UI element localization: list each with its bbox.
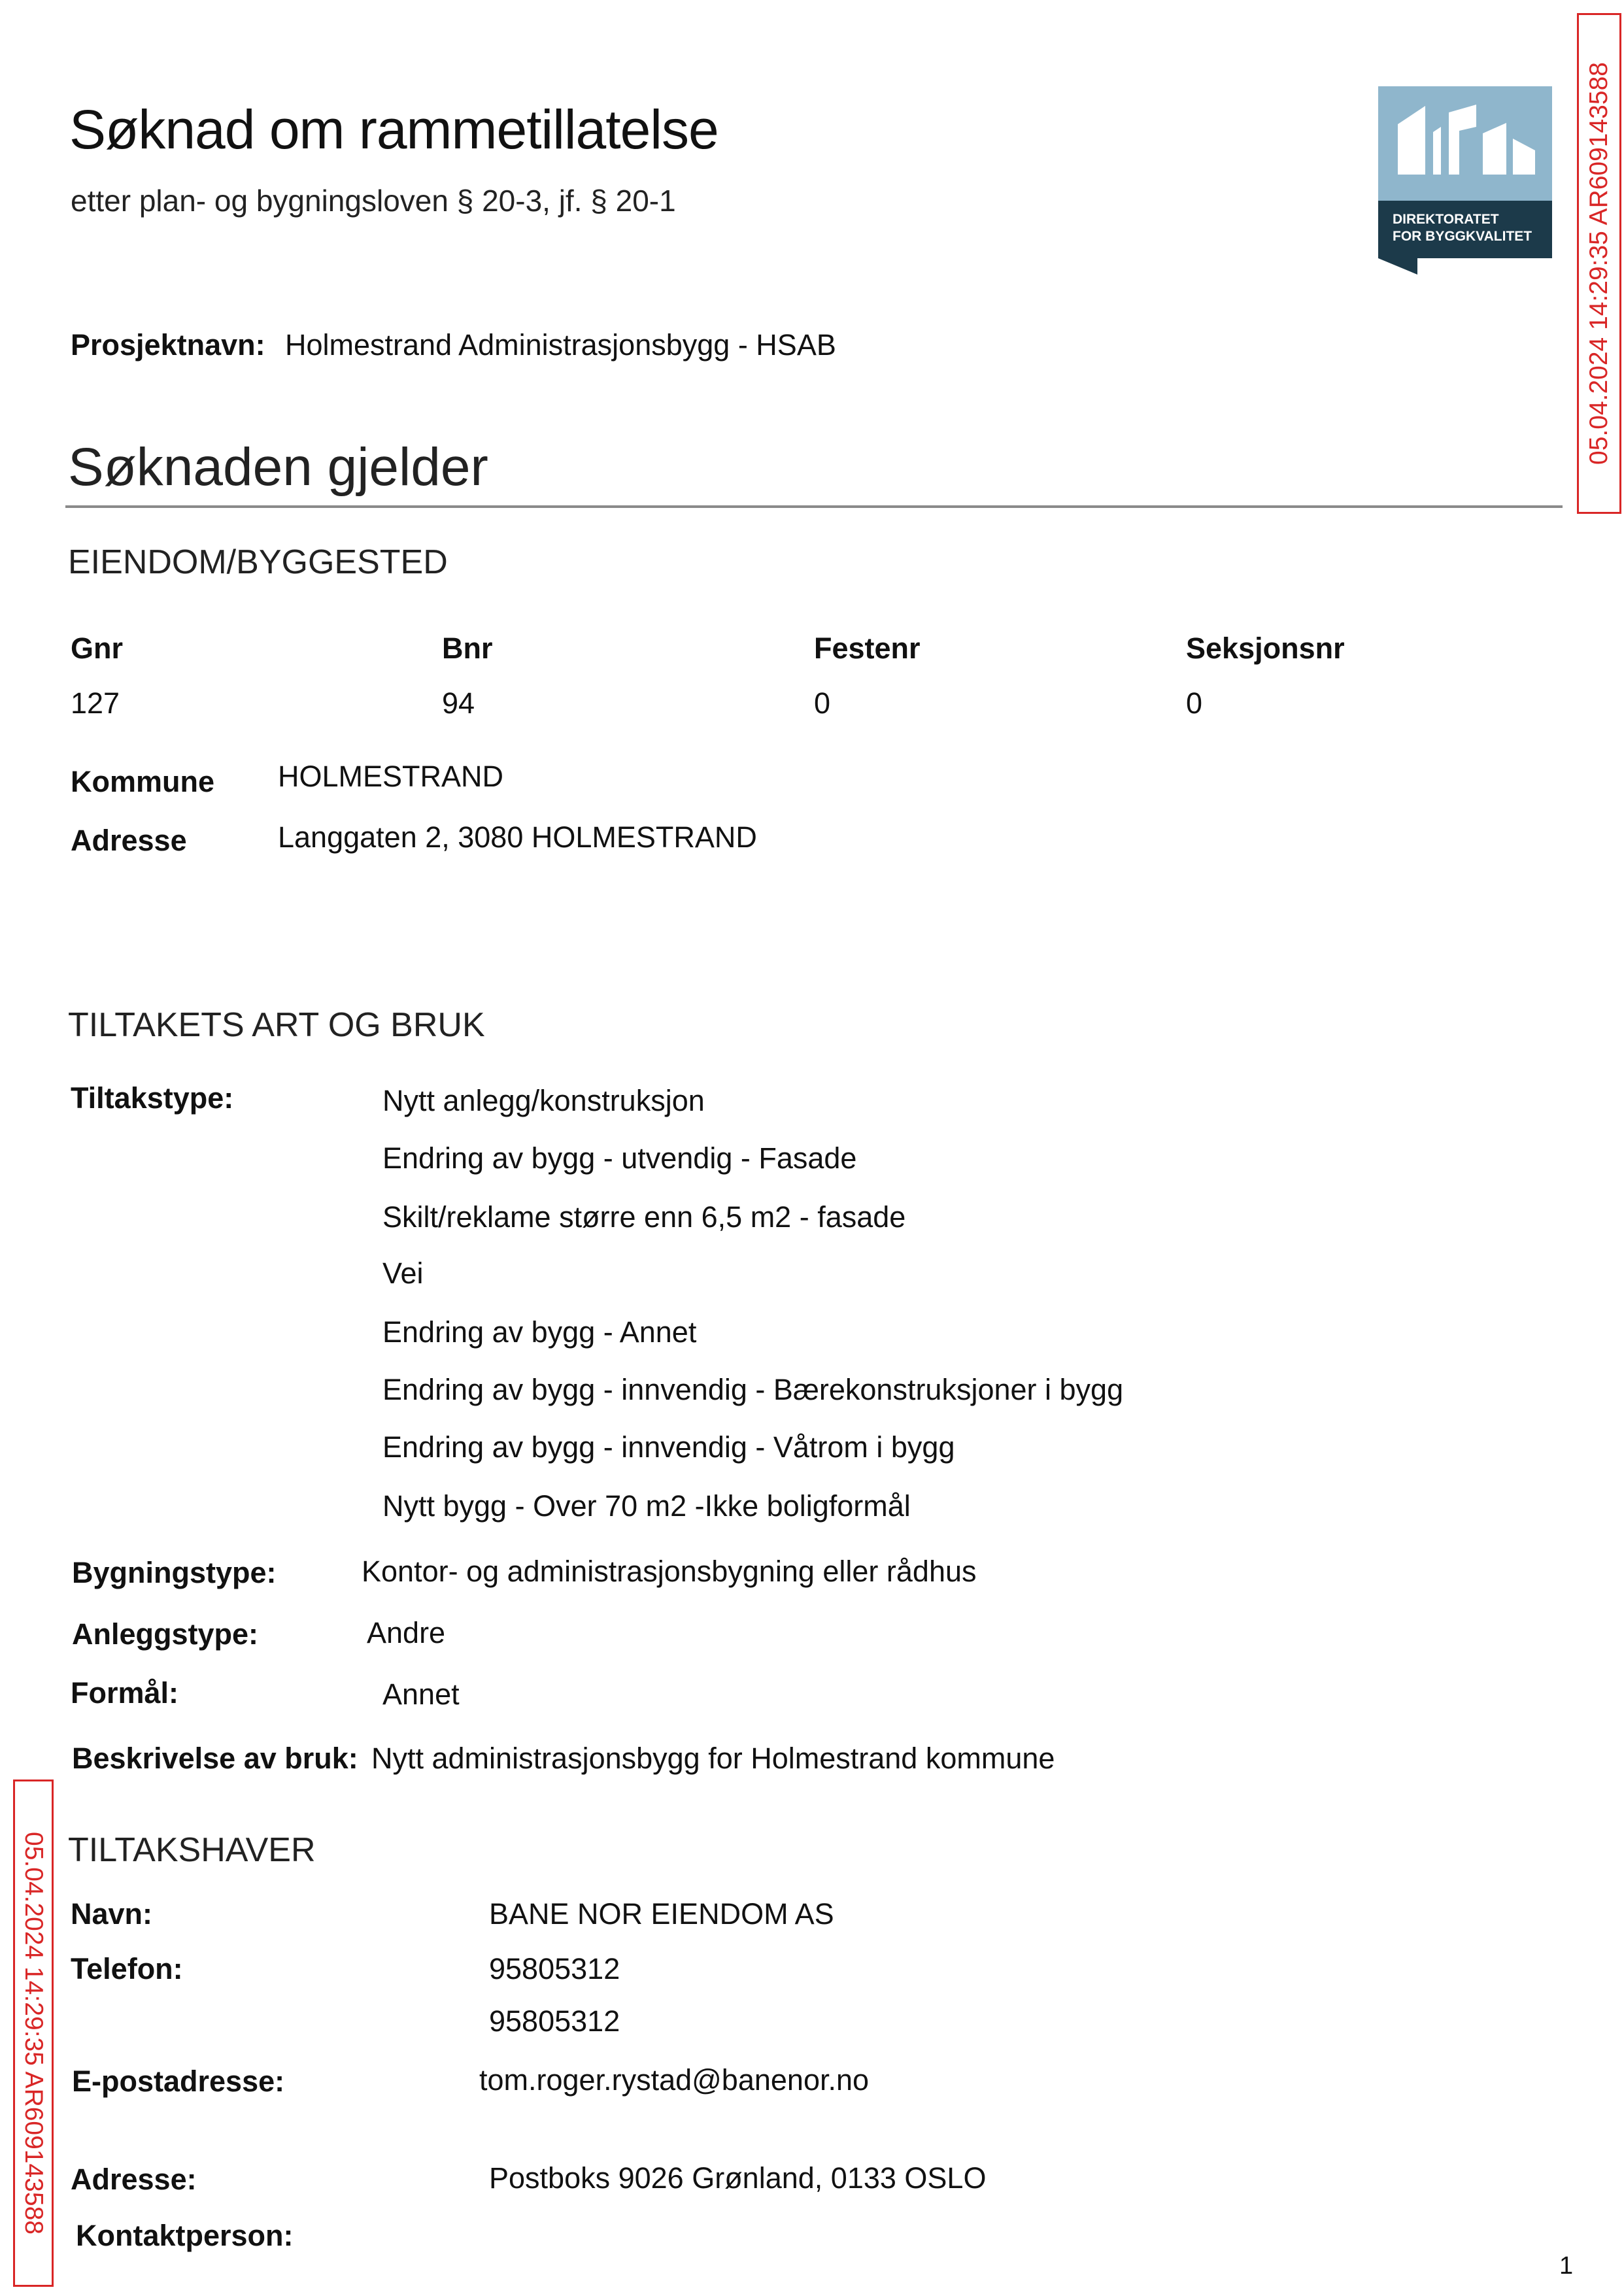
telefon-value-2: 95805312 — [489, 2004, 620, 2038]
stamp-right-text: 05.04.2024 14:29:35 AR609143588 — [1585, 62, 1613, 465]
document-subtitle: etter plan- og bygningsloven § 20-3, jf. § 20-1 — [71, 184, 676, 218]
adresse-value: Langgaten 2, 3080 HOLMESTRAND — [278, 820, 757, 854]
dibk-logo — [1378, 86, 1552, 275]
tiltakstype-item: Endring av bygg - Annet — [382, 1315, 697, 1349]
section-divider — [65, 505, 1563, 508]
navn-label: Navn: — [71, 1897, 153, 1931]
stamp-right — [1577, 13, 1621, 514]
tiltakstype-item: Endring av bygg - innvendig - Bærekonstruksjoner i bygg — [382, 1373, 1124, 1406]
tiltakstype-item: Nytt anlegg/konstruksjon — [382, 1084, 705, 1117]
kommune-value: HOLMESTRAND — [278, 760, 504, 793]
tiltakstype-item: Nytt bygg - Over 70 m2 -Ikke boligformål — [382, 1489, 911, 1523]
formal-label: Formål: — [71, 1676, 179, 1710]
page-number: 1 — [1559, 2252, 1574, 2280]
navn-value: BANE NOR EIENDOM AS — [489, 1897, 834, 1931]
beskrivelse-label: Beskrivelse av bruk: — [72, 1742, 358, 1775]
telefon-value: 95805312 — [489, 1952, 620, 1985]
stamp-left — [13, 1780, 54, 2287]
tiltakshaver-adresse-label: Adresse: — [71, 2163, 197, 2196]
tiltak-heading: TILTAKETS ART OG BRUK — [68, 1006, 485, 1044]
bygningstype-value: Kontor- og administrasjonsbygning eller rådhus — [362, 1555, 977, 1588]
anleggstype-value: Andre — [367, 1616, 446, 1649]
festenr-label: Festenr — [814, 632, 921, 665]
dibk-logo-icon — [1378, 86, 1552, 275]
tiltakstype-item: Skilt/reklame større enn 6,5 m2 - fasade — [382, 1200, 906, 1234]
tiltakstype-item: Endring av bygg - utvendig - Fasade — [382, 1141, 857, 1175]
adresse-label: Adresse — [71, 824, 187, 857]
tiltakstype-item: Vei — [382, 1257, 424, 1290]
document-title: Søknad om rammetillatelse — [69, 99, 719, 160]
project-label: Prosjektnavn: — [71, 328, 265, 362]
tiltakstype-item: Endring av bygg - innvendig - Våtrom i bygg — [382, 1430, 955, 1464]
anleggstype-label: Anleggstype: — [72, 1617, 259, 1651]
seksjonsnr-label: Seksjonsnr — [1186, 632, 1345, 665]
project-value: Holmestrand Administrasjonsbygg - HSAB — [285, 328, 836, 362]
beskrivelse-value: Nytt administrasjonsbygg for Holmestrand kommune — [371, 1742, 1055, 1775]
kontaktperson-label: Kontaktperson: — [76, 2219, 294, 2252]
seksjonsnr-value: 0 — [1186, 686, 1203, 720]
section-title: Søknaden gjelder — [68, 437, 488, 497]
epost-label: E-postadresse: — [72, 2065, 285, 2098]
tiltakshaver-adresse-value: Postboks 9026 Grønland, 0133 OSLO — [489, 2161, 987, 2195]
bnr-label: Bnr — [442, 632, 493, 665]
kommune-label: Kommune — [71, 765, 215, 798]
tiltakshaver-heading: TILTAKSHAVER — [68, 1831, 316, 1869]
eiendom-heading: EIENDOM/BYGGESTED — [68, 543, 448, 581]
bnr-value: 94 — [442, 686, 475, 720]
bygningstype-label: Bygningstype: — [72, 1556, 277, 1589]
tiltakstype-label: Tiltakstype: — [71, 1081, 234, 1115]
epost-value: tom.roger.rystad@banenor.no — [479, 2063, 870, 2097]
formal-value: Annet — [382, 1678, 460, 1711]
gnr-value: 127 — [71, 686, 120, 720]
logo-text-line1: DIREKTORATET — [1393, 212, 1499, 227]
logo-text-line2: FOR BYGGKVALITET — [1393, 229, 1532, 244]
telefon-label: Telefon: — [71, 1952, 183, 1985]
gnr-label: Gnr — [71, 632, 124, 665]
festenr-value: 0 — [814, 686, 831, 720]
stamp-left-text: 05.04.2024 14:29:35 AR609143588 — [20, 1832, 48, 2235]
